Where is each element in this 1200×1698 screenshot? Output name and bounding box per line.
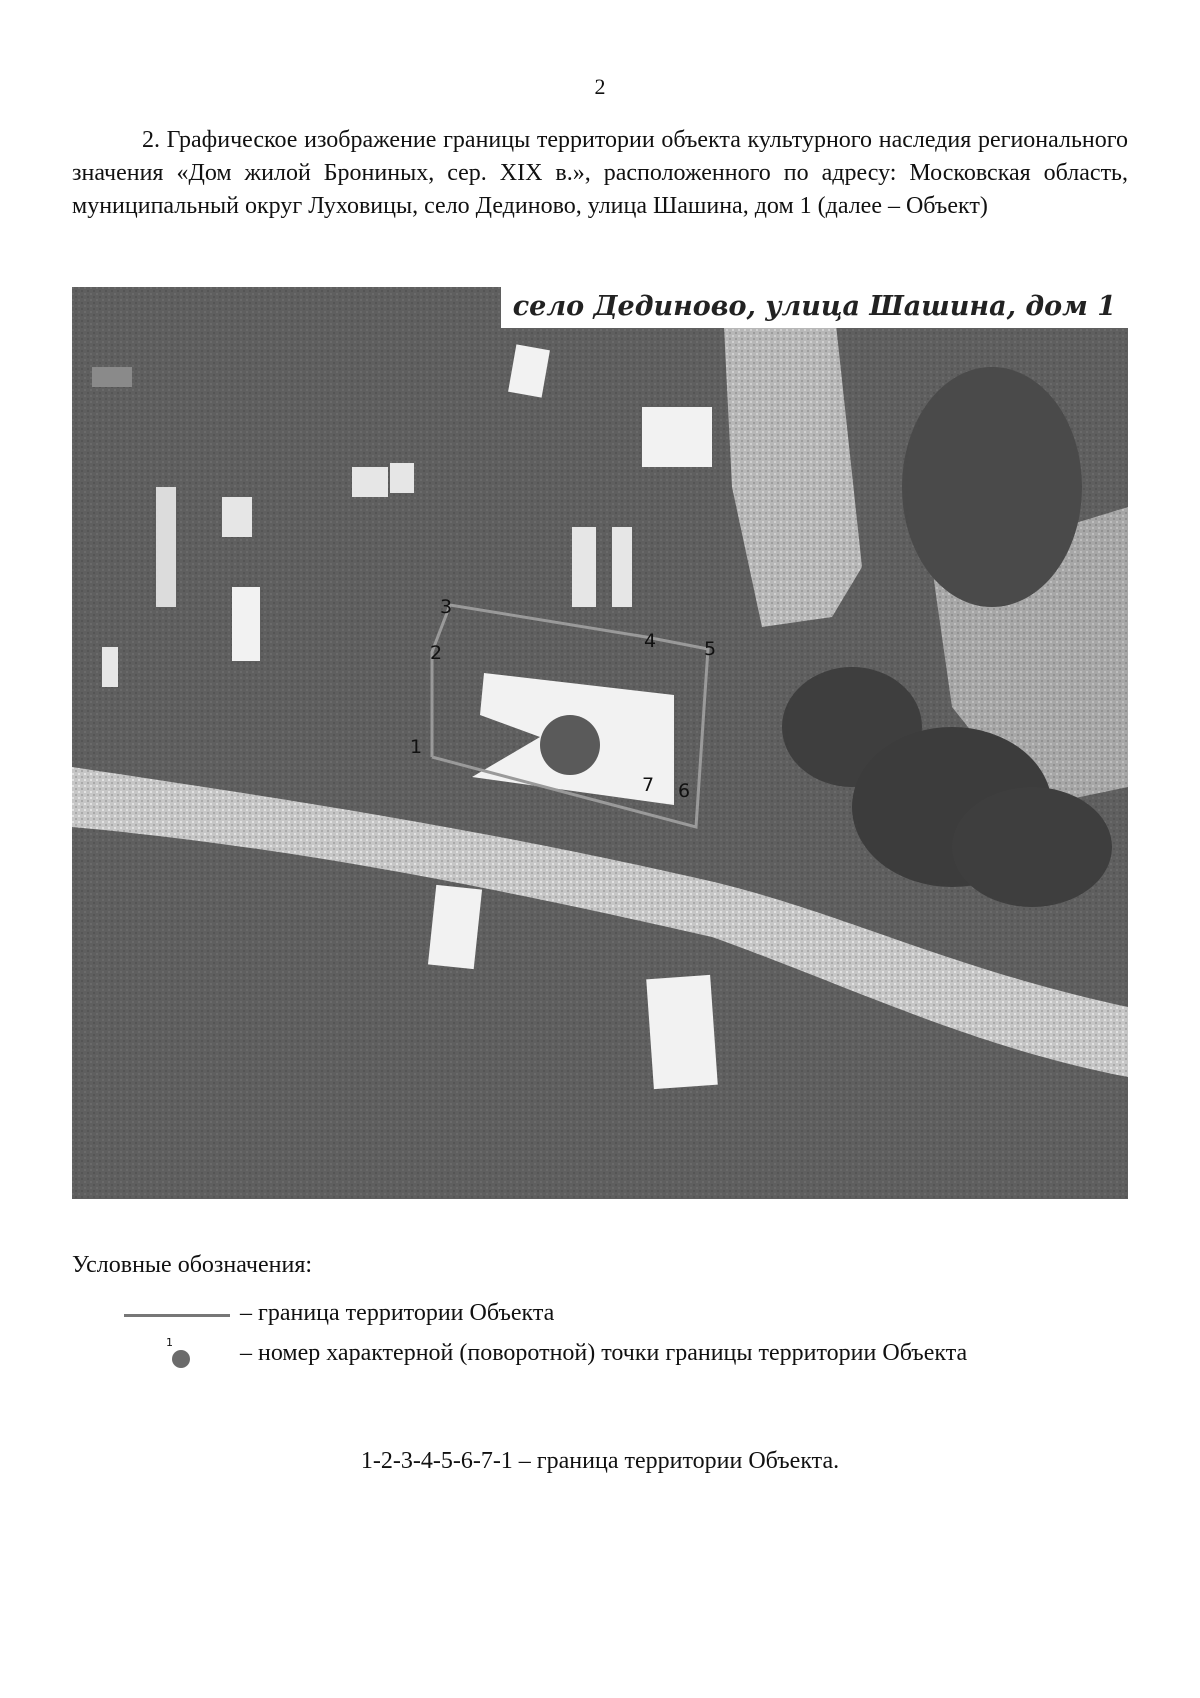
building <box>156 487 176 607</box>
boundary-point-label: 2 <box>430 642 443 664</box>
boundary-map <box>72 287 1128 1199</box>
building <box>646 975 718 1089</box>
boundary-point-label: 5 <box>704 638 717 660</box>
point-number-sample: 1 <box>166 1336 173 1349</box>
boundary-point-label: 1 <box>410 736 423 758</box>
legend-symbol <box>100 1298 208 1332</box>
map-canvas <box>72 287 1128 1199</box>
legend-title: Условные обозначения: <box>72 1252 313 1278</box>
building <box>232 587 260 661</box>
building <box>642 407 712 467</box>
building <box>92 367 132 387</box>
building <box>352 467 388 497</box>
legend-symbol <box>100 1338 208 1372</box>
page-number: 2 <box>594 74 606 99</box>
map-caption: село Дединово, улица Шашина, дом 1 <box>501 287 1128 328</box>
legend-text: – граница территории Объекта <box>240 1300 555 1326</box>
legend-text: – номер характерной (поворотной) точки границы территории Объекта <box>240 1340 968 1366</box>
intro-text: 2. Графическое изображение границы территории объекта культурного наследия регионального значения «Дом жилой Брониных, сер. XIX в.», расположенного по адресу: Московская область, муниципальный округ Луховицы, село Дединово, улица Шашина, дом 1 (далее – Объект) <box>72 127 1128 219</box>
tree-canopy <box>902 367 1082 607</box>
boundary-point-label: 7 <box>642 774 655 796</box>
legend-item-boundary <box>72 1298 1128 1332</box>
boundary-line-icon <box>124 1314 230 1317</box>
building <box>390 463 414 493</box>
building <box>222 497 252 537</box>
building <box>612 527 632 607</box>
boundary-point-icon <box>172 1350 190 1368</box>
building <box>572 527 596 607</box>
boundary-point-label: 3 <box>440 596 453 618</box>
intro-paragraph <box>72 124 1128 223</box>
building <box>428 885 482 969</box>
tree-canopy <box>952 787 1112 907</box>
building <box>102 647 118 687</box>
object-marker <box>540 715 600 775</box>
legend-item-point <box>72 1338 1128 1372</box>
boundary-summary: 1-2-3-4-5-6-7-1 – граница территории Объекта. <box>360 1448 840 1474</box>
boundary-point-label: 6 <box>678 780 691 802</box>
boundary-point-label: 4 <box>644 630 657 652</box>
